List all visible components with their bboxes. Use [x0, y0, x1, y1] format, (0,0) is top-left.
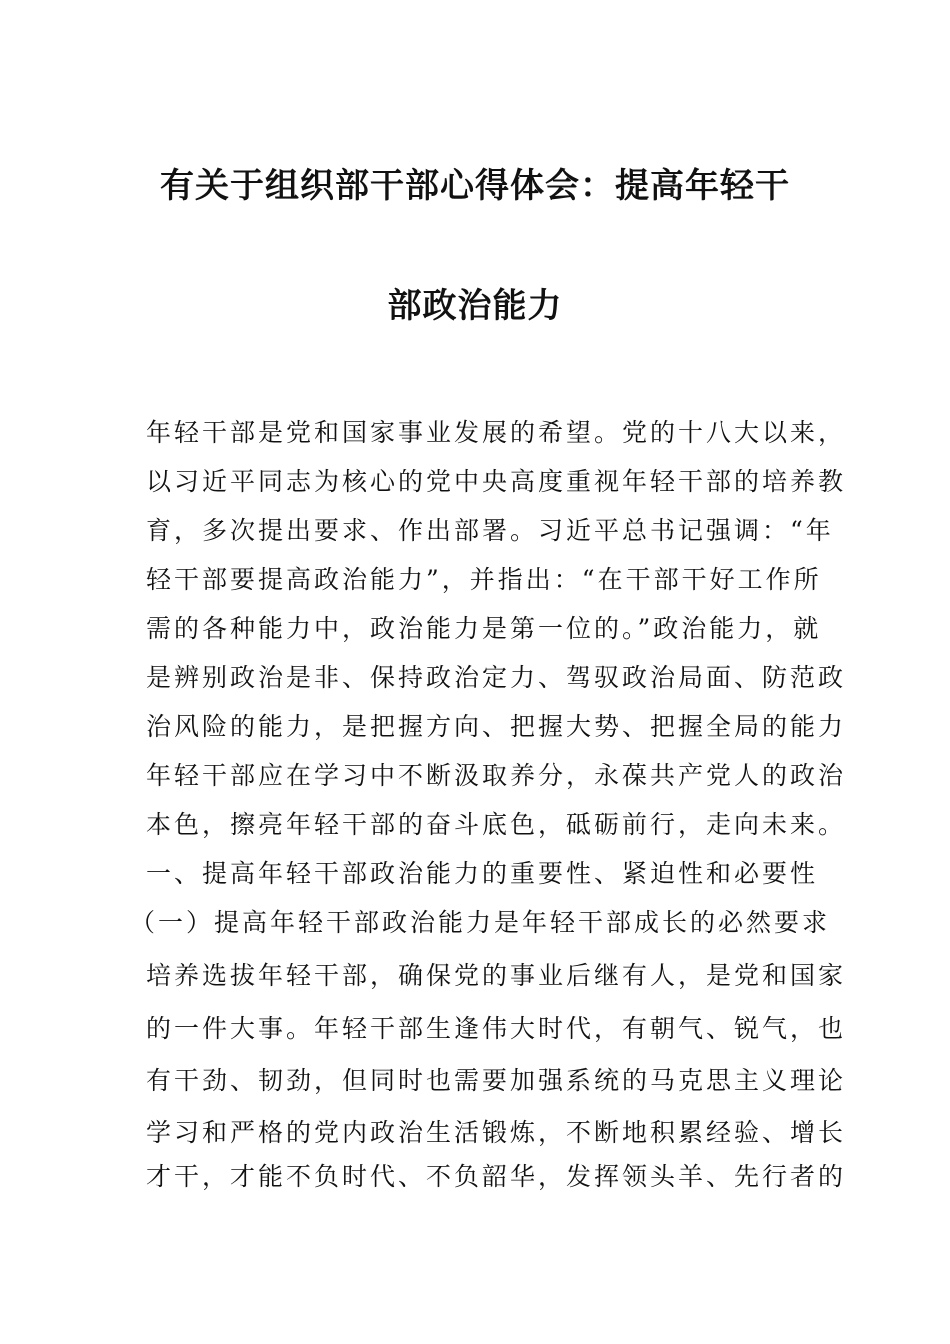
- body-line-3: 育，多次提出要求、作出部署。习近平总书记强调：“年: [146, 516, 834, 545]
- body-line-15: 学习和严格的党内政治生活锻炼，不断地积累经验、增长: [146, 1118, 847, 1147]
- subsection-heading-1: （一）提高年轻干部政治能力是年轻干部成长的必然要求: [130, 908, 831, 937]
- body-line-8: 年轻干部应在学习中不断汲取养分，永葆共产党人的政治: [146, 761, 847, 790]
- body-line-2: 以习近平同志为核心的党中央高度重视年轻干部的培养教: [146, 467, 847, 496]
- body-line-13: 的一件大事。年轻干部生逢伟大时代，有朝气、锐气，也: [146, 1014, 847, 1043]
- body-line-6: 是辨别政治是非、保持政治定力、驾驭政治局面、防范政: [146, 663, 847, 692]
- body-line-4: 轻干部要提高政治能力”，并指出：“在干部干好工作所: [146, 565, 822, 594]
- section-heading-1: 一、提高年轻干部政治能力的重要性、紧迫性和必要性: [146, 859, 819, 888]
- body-line-5: 需的各种能力中，政治能力是第一位的。”政治能力，就: [146, 614, 822, 643]
- body-line-7: 治风险的能力，是把握方向、把握大势、把握全局的能力: [146, 712, 847, 741]
- body-line-16: 才干，才能不负时代、不负韶华，发挥领头羊、先行者的: [146, 1162, 847, 1191]
- document-title-line-1: 有关于组织部干部心得体会：提高年轻干: [160, 166, 790, 206]
- document-title-line-2: 部政治能力: [387, 286, 563, 326]
- body-line-12: 培养选拔年轻干部，确保党的事业后继有人，是党和国家: [146, 961, 847, 990]
- body-line-9: 本色，擦亮年轻干部的奋斗底色，砥砺前行，走向未来。: [146, 810, 847, 839]
- body-line-14: 有干劲、韧劲，但同时也需要加强系统的马克思主义理论: [146, 1066, 847, 1095]
- body-line-1: 年轻干部是党和国家事业发展的希望。党的十八大以来，: [146, 418, 847, 447]
